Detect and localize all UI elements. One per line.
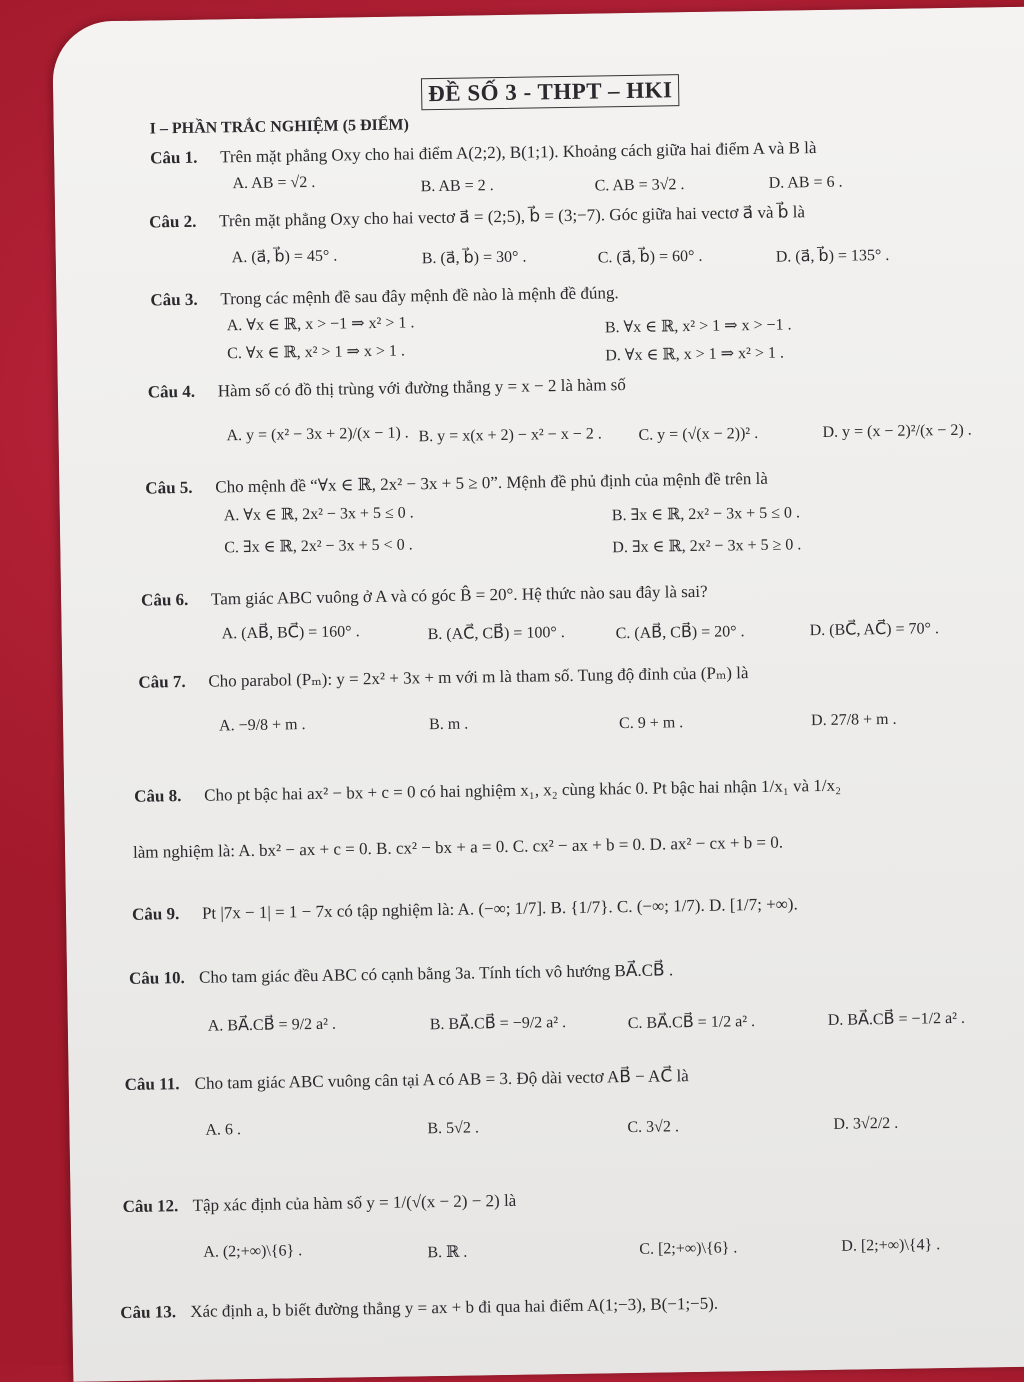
- q5-option-a: A. ∀x ∈ ℝ, 2x² − 3x + 5 ≤ 0 .: [223, 504, 414, 525]
- question-text: Cho tam giác đều ABC có cạnh bằng 3a. Tính tích vô hướng BA⃗.CB⃗ .: [198, 960, 674, 987]
- q3-option-a: A. ∀x ∈ ℝ, x > −1 ⇒ x² > 1 .: [226, 314, 415, 335]
- question-number: Câu 3.: [150, 289, 198, 310]
- q6-option-c: C. (AB⃗, CB⃗) = 20° .: [615, 623, 745, 643]
- question-13: [120, 1294, 718, 1323]
- question-text: Trên mặt phẳng Oxy cho hai điểm A(2;2), B(1;1). Khoảng cách giữa hai điểm A và B là: [219, 138, 817, 167]
- q4-option-c: C. y = (√(x − 2))² .: [638, 424, 759, 444]
- question-text: Trên mặt phẳng Oxy cho hai vectơ a⃗ = (2;5), b⃗ = (3;−7). Góc giữa hai vectơ a⃗ và b⃗ là: [218, 202, 806, 231]
- question-text: Tập xác định của hàm số y = 1/(√(x − 2) − 2) là: [192, 1190, 517, 1215]
- exam-paper: [52, 7, 1024, 1382]
- q11-option-b: B. 5√2 .: [427, 1119, 480, 1138]
- question-number: Câu 12.: [122, 1196, 179, 1217]
- q2-option-b: B. (a⃗, b⃗) = 30° .: [421, 248, 527, 268]
- q4-option-d: D. y = (x − 2)²/(x − 2) .: [822, 421, 972, 441]
- question-10: [129, 960, 673, 989]
- question-number: Câu 10.: [128, 968, 185, 988]
- q10-option-b: B. BA⃗.CB⃗ = −9/2 a² .: [429, 1014, 567, 1034]
- question-number: Câu 9.: [131, 904, 180, 924]
- question-9: [132, 894, 798, 924]
- question-5: [145, 469, 768, 499]
- q4-option-b: B. y = x(x + 2) − x² − x − 2 .: [418, 425, 602, 446]
- q3-option-d: D. ∀x ∈ ℝ, x > 1 ⇒ x² > 1 .: [605, 344, 785, 365]
- exam-title: ĐỀ SỐ 3 - THPT – HKI: [421, 74, 680, 110]
- q1-option-b: B. AB = 2 .: [420, 177, 494, 196]
- question-number: Câu 2.: [149, 211, 197, 232]
- q4-option-a: A. y = (x² − 3x + 2)/(x − 1) .: [226, 424, 409, 445]
- q11-option-c: C. 3√2 .: [627, 1118, 680, 1137]
- question-text: Cho parabol (Pₘ): y = 2x² + 3x + m với m là tham số. Tung độ đỉnh của (Pₘ) là: [208, 663, 749, 691]
- q2-option-a: A. (a⃗, b⃗) = 45° .: [231, 247, 338, 267]
- q7-option-b: B. m .: [428, 715, 469, 734]
- question-text: Trong các mệnh đề sau đây mệnh đề nào là mệnh đề đúng.: [220, 283, 619, 309]
- question-text: Tam giác ABC vuông ở A và có góc B̂ = 20°. Hệ thức nào sau đây là sai?: [210, 581, 708, 609]
- q1-option-d: D. AB = 6 .: [768, 173, 843, 192]
- q10-option-c: C. BA⃗.CB⃗ = 1/2 a² .: [627, 1013, 756, 1033]
- question-7: [138, 663, 748, 693]
- question-6: [141, 582, 708, 611]
- q5-option-b: B. ∃x ∈ ℝ, 2x² − 3x + 5 ≤ 0 .: [611, 504, 801, 525]
- q2-option-d: D. (a⃗, b⃗) = 135° .: [775, 246, 890, 266]
- question-2: [149, 202, 805, 232]
- q3-option-b: B. ∀x ∈ ℝ, x² > 1 ⇒ x > −1 .: [604, 316, 792, 337]
- question-number: Câu 5.: [145, 477, 193, 498]
- q3-option-c: C. ∀x ∈ ℝ, x² > 1 ⇒ x > 1 .: [227, 342, 406, 363]
- q12-option-b: B. ℝ .: [427, 1243, 468, 1262]
- q2-option-c: C. (a⃗, b⃗) = 60° .: [597, 247, 703, 267]
- question-number: Câu 1.: [149, 147, 198, 168]
- q1-option-a: A. AB = √2 .: [232, 173, 316, 193]
- question-number: Câu 6.: [140, 589, 189, 610]
- question-text: Xác định a, b biết đường thẳng y = ax + b đi qua hai điểm A(1;−3), B(−1;−5).: [190, 1293, 719, 1321]
- q7-option-c: C. 9 + m .: [618, 714, 684, 733]
- q6-option-a: A. (AB⃗, BC⃗) = 160° .: [221, 623, 360, 643]
- question-number: Câu 4.: [147, 381, 196, 402]
- q12-option-a: A. (2;+∞)\{6} .: [203, 1242, 303, 1261]
- q11-option-d: D. 3√2/2 .: [833, 1114, 899, 1133]
- question-number: Câu 13.: [120, 1302, 177, 1323]
- question-4: [148, 375, 626, 403]
- question-11: [125, 1066, 689, 1095]
- question-8: [134, 776, 841, 807]
- section-heading: I – PHẦN TRẮC NGHIỆM (5 ĐIỂM): [149, 116, 410, 138]
- q10-option-d: D. BA⃗.CB⃗ = −1/2 a² .: [827, 1009, 966, 1029]
- question-text: Cho mệnh đề “∀x ∈ ℝ, 2x² − 3x + 5 ≥ 0”. Mệnh đề phủ định của mệnh đề trên là: [215, 468, 769, 497]
- q5-option-c: C. ∃x ∈ ℝ, 2x² − 3x + 5 < 0 .: [224, 536, 413, 557]
- q7-option-d: D. 27/8 + m .: [810, 710, 897, 730]
- q5-option-d: D. ∃x ∈ ℝ, 2x² − 3x + 5 ≥ 0 .: [612, 536, 802, 557]
- question-text: Pt |7x − 1| = 1 − 7x có tập nghiệm là: A. (−∞; 1/7]. B. {1/7}. C. (−∞; 1/7). D. [1/7; +∞).: [201, 894, 798, 923]
- q12-option-c: C. [2;+∞)\{6} .: [639, 1239, 738, 1258]
- question-3: [150, 283, 619, 310]
- q7-option-a: A. −9/8 + m .: [218, 716, 306, 735]
- q12-option-d: D. [2;+∞)\{4} .: [841, 1236, 941, 1255]
- q6-option-d: D. (BC⃗, AC⃗) = 70° .: [809, 620, 940, 640]
- question-number: Câu 8.: [134, 786, 182, 806]
- question-number: Câu 11.: [124, 1074, 180, 1094]
- question-text: Cho tam giác ABC vuông cân tại A có AB = 3. Độ dài vectơ AB⃗ − AC⃗ là: [194, 1066, 689, 1093]
- question-number: Câu 7.: [138, 671, 186, 692]
- q10-option-a: A. BA⃗.CB⃗ = 9/2 a² .: [207, 1015, 337, 1035]
- question-1: [150, 138, 817, 168]
- question-text: Cho pt bậc hai ax² − bx + c = 0 có hai nghiệm x₁, x₂ cùng khác 0. Pt bậc hai nhận 1/x₁ và 1/x₂: [204, 775, 842, 805]
- q1-option-c: C. AB = 3√2 .: [594, 176, 685, 195]
- q8-options-line: làm nghiệm là: A. bx² − ax + c = 0. B. cx² − bx + a = 0. C. cx² − ax + b = 0. D. ax² − cx + b = 0.: [132, 832, 784, 862]
- q11-option-a: A. 6 .: [205, 1121, 242, 1139]
- q6-option-b: B. (AC⃗, CB⃗) = 100° .: [427, 624, 565, 644]
- question-12: [122, 1191, 516, 1217]
- question-text: Hàm số có đồ thị trùng với đường thẳng y = x − 2 là hàm số: [217, 375, 626, 401]
